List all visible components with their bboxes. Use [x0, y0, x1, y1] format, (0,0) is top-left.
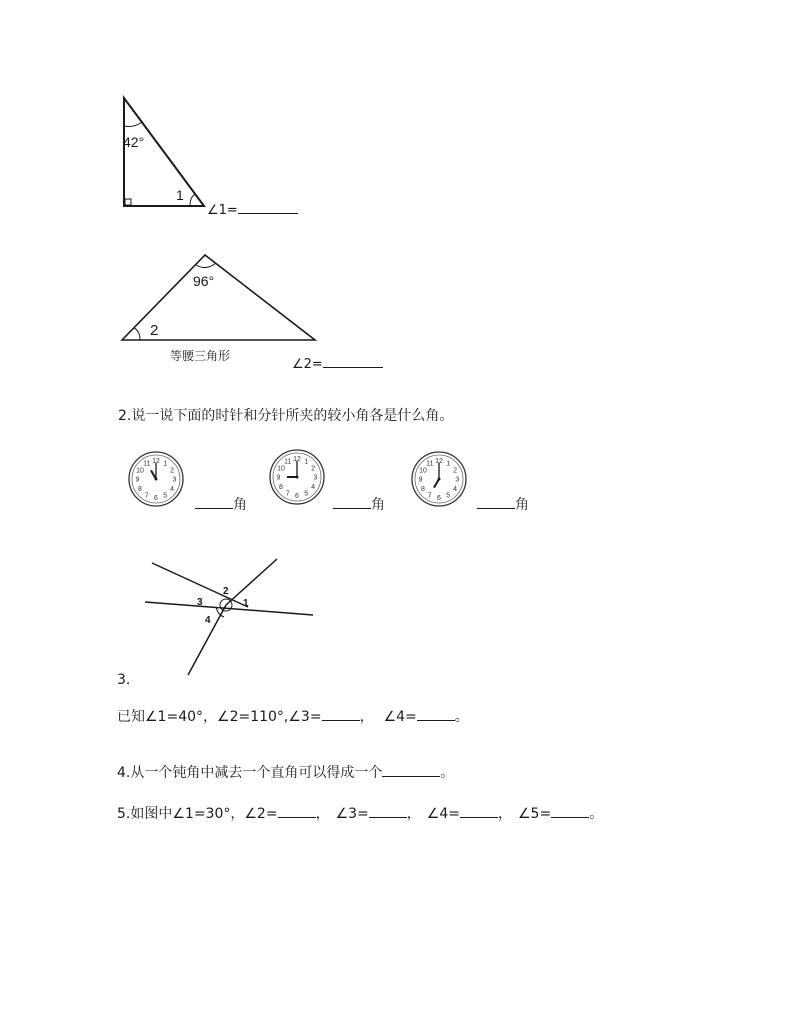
- clock-number: 11: [426, 460, 434, 468]
- clock1-answer-blank: [195, 496, 233, 509]
- separator: ，: [497, 806, 512, 822]
- clock-number: 12: [435, 458, 443, 466]
- clock-number: 2: [311, 465, 315, 473]
- clock-number: 7: [285, 490, 290, 498]
- clock-1: [127, 450, 185, 508]
- angle4-blank: [417, 708, 455, 721]
- clock-number: 9: [418, 476, 423, 484]
- clock2-answer: [333, 496, 385, 512]
- problem5-text: [117, 805, 603, 821]
- ask-angle5: ∠5=: [517, 806, 552, 822]
- clock-3: [410, 450, 468, 508]
- angle-label-3: 3: [197, 597, 203, 608]
- separator: ，: [359, 709, 374, 725]
- clock-number: 8: [421, 485, 425, 493]
- problem3-number: 3.: [117, 672, 131, 688]
- clock-2: [268, 448, 326, 506]
- angle-label-1: 1: [243, 598, 249, 609]
- clock-number: 3: [172, 476, 177, 484]
- clock-number: 11: [284, 458, 292, 466]
- period: 。: [454, 709, 469, 725]
- clock1-answer: [195, 496, 247, 512]
- right-triangle-figure: [110, 90, 220, 215]
- separator: ，: [406, 806, 421, 822]
- clock-number: 6: [154, 495, 158, 503]
- ask-angle4: ∠4=: [383, 709, 417, 725]
- problem4-text: [117, 764, 454, 780]
- clock-number: 5: [446, 492, 451, 500]
- clock-number: 2: [170, 467, 174, 475]
- clock-number: 6: [437, 495, 441, 503]
- ask-angle3: ∠3=: [335, 806, 369, 822]
- clock-number: 10: [419, 467, 427, 475]
- clock-number: 1: [446, 460, 451, 468]
- problem4-statement: 4.从一个钝角中减去一个直角可以得成一个: [117, 765, 383, 781]
- ask-angle2: ∠2=: [244, 806, 278, 822]
- problem5-prefix: 5.如图中∠1=30°，: [117, 806, 245, 822]
- clock-center: [296, 476, 299, 479]
- angle-2-label: 2: [150, 322, 159, 339]
- clock-number: 4: [311, 483, 315, 491]
- clock-number: 3: [313, 474, 318, 482]
- period: 。: [440, 765, 455, 781]
- clock-number: 12: [293, 456, 301, 464]
- clock-number: 5: [163, 492, 168, 500]
- problem3-given: [117, 708, 469, 724]
- clock-number: 5: [304, 490, 309, 498]
- problem4-blank: [382, 764, 440, 777]
- angle-96-label: 96°: [193, 273, 215, 289]
- angle4-blank: [460, 805, 498, 818]
- angle2-answer-label: ∠2=: [292, 357, 323, 372]
- clock-number: 9: [135, 476, 140, 484]
- clock-number: 11: [143, 460, 151, 468]
- problem2-question: 2.说一说下面的时针和分针所夹的较小角各是什么角。: [118, 408, 454, 424]
- clock-number: 4: [453, 485, 457, 493]
- intersecting-lines-figure: [140, 555, 320, 680]
- clock-center: [438, 478, 441, 481]
- clock-number: 7: [427, 492, 432, 500]
- angle2-answer: [292, 355, 383, 371]
- clock2-answer-unit: 角: [371, 497, 385, 513]
- angle2-answer-blank: [323, 355, 383, 368]
- period: 。: [589, 806, 604, 822]
- angle1-answer-label: ∠1=: [207, 203, 238, 218]
- angle5-blank: [551, 805, 589, 818]
- angle3-blank: [369, 805, 407, 818]
- clock-number: 10: [277, 465, 285, 473]
- separator: ，: [315, 806, 330, 822]
- clock-number: 8: [138, 485, 142, 493]
- angle-42-label: 42°: [123, 134, 145, 150]
- given-angle1: 已知∠1=40°，: [117, 709, 218, 725]
- clock-number: 10: [136, 467, 144, 475]
- clock-number: 1: [163, 460, 168, 468]
- clock-hour-hand: [434, 479, 439, 488]
- clock1-answer-unit: 角: [233, 497, 247, 513]
- ask-angle4: ∠4=: [426, 806, 460, 822]
- clock3-answer-unit: 角: [515, 497, 529, 513]
- angle2-blank: [278, 805, 316, 818]
- angle-label-2: 2: [223, 586, 229, 597]
- clock-number: 4: [170, 485, 174, 493]
- clock-number: 3: [455, 476, 460, 484]
- clock3-answer-blank: [477, 496, 515, 509]
- angle-1-label: 1: [176, 187, 184, 203]
- clock-center: [155, 478, 158, 481]
- clock-number: 6: [295, 493, 299, 501]
- clock2-answer-blank: [333, 496, 371, 509]
- given-angle2: ∠2=110°,∠3=: [217, 709, 322, 725]
- angle-label-4: 4: [205, 615, 211, 626]
- isosceles-triangle-figure: [110, 245, 320, 370]
- angle1-answer: [207, 201, 298, 217]
- clock3-answer: [477, 496, 529, 512]
- clock-number: 7: [144, 492, 149, 500]
- angle3-blank: [322, 708, 360, 721]
- clock-number: 1: [304, 458, 309, 466]
- clock-number: 9: [276, 474, 281, 482]
- clock-number: 8: [279, 483, 283, 491]
- clock-number: 2: [453, 467, 457, 475]
- clock-number: 12: [152, 458, 160, 466]
- isosceles-caption: 等腰三角形: [170, 349, 231, 363]
- clock-hour-hand: [151, 470, 156, 479]
- angle1-answer-blank: [238, 201, 298, 214]
